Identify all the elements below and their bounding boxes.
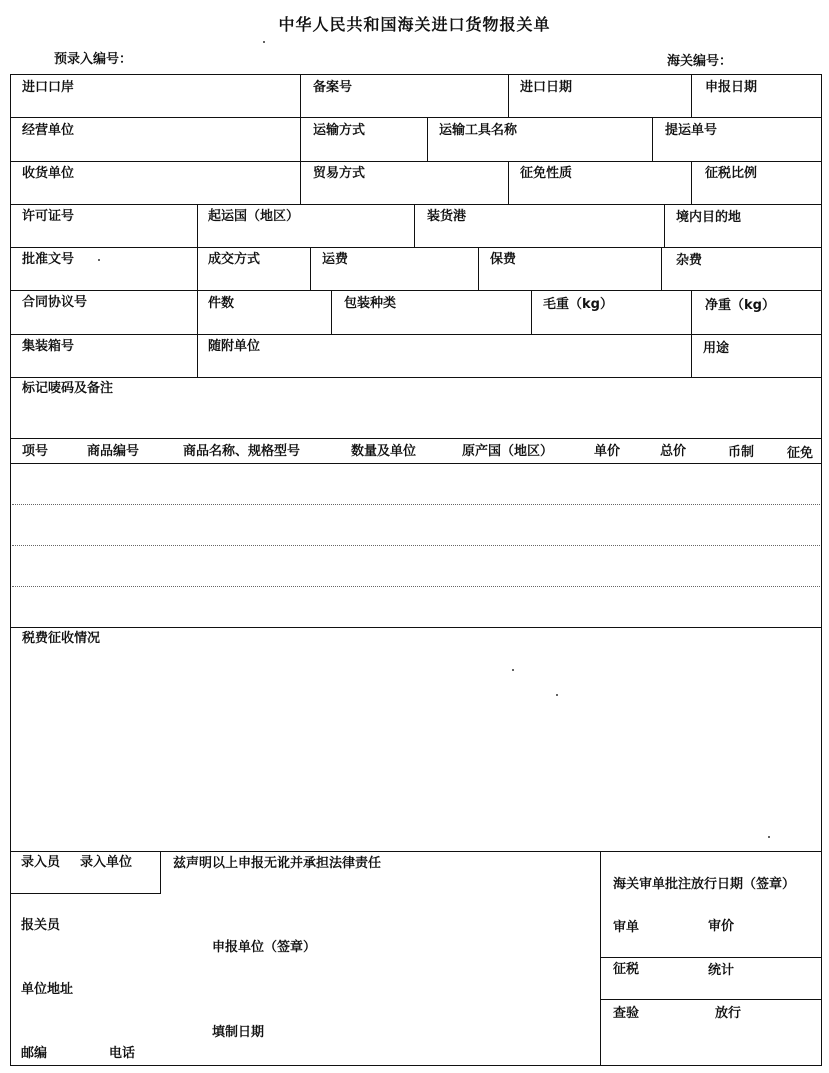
tax-levy-label: 征税: [613, 962, 640, 977]
origin-country-label: 起运国（地区）: [208, 209, 300, 224]
declaring-unit-label: 申报单位（签章）: [212, 940, 317, 955]
insurance-label: 保费: [490, 252, 517, 267]
inspection-label: 查验: [613, 1006, 640, 1021]
freight-label: 运费: [322, 252, 349, 267]
approval-no-label: 批准文号: [22, 252, 75, 267]
items-col-quantity-unit: 数量及单位: [351, 444, 417, 459]
row-divider: [10, 438, 822, 439]
items-col-item-no: 项号: [22, 444, 49, 459]
cell-divider: [661, 247, 662, 290]
bill-of-lading-label: 提运单号: [665, 123, 718, 138]
attached-docs-label: 随附单位: [208, 339, 261, 354]
cell-divider: [508, 74, 509, 117]
customs-no-label: 海关编号：: [667, 54, 733, 69]
cell-divider: [310, 247, 311, 290]
item-row-separator: [12, 545, 820, 546]
price-review-label: 审价: [708, 919, 735, 934]
customs-approval-label: 海关审单批注放行日期（签章）: [613, 877, 796, 892]
scan-speck: [98, 259, 100, 261]
item-row-separator: [12, 586, 820, 587]
row-divider: [10, 334, 822, 335]
entry-unit-label: 录入单位: [80, 855, 133, 870]
items-col-commodity-name: 商品名称、规格型号: [183, 444, 301, 459]
items-col-exemption: 征免: [787, 446, 814, 461]
cell-divider: [300, 161, 301, 204]
cell-divider: [691, 74, 692, 117]
cell-divider: [331, 290, 332, 334]
cell-divider: [300, 74, 301, 117]
license-no-label: 许可证号: [22, 209, 75, 224]
loading-port-label: 装货港: [427, 209, 467, 224]
item-row-separator: [12, 504, 820, 505]
cell-divider: [197, 204, 198, 247]
cell-divider: [600, 851, 601, 1066]
row-divider: [10, 851, 822, 852]
items-col-total-price: 总价: [660, 444, 687, 459]
row-divider: [10, 290, 822, 291]
fill-date-label: 填制日期: [212, 1025, 265, 1040]
items-col-origin: 原产国（地区）: [462, 444, 554, 459]
review-label: 审单: [613, 920, 640, 935]
entry-clerk-label: 录入员: [21, 855, 61, 870]
items-col-commodity-code: 商品编号: [87, 444, 140, 459]
business-unit-label: 经营单位: [22, 123, 75, 138]
net-weight-label: 净重（kg）: [705, 298, 775, 313]
cell-divider: [691, 290, 692, 334]
declare-date-label: 申报日期: [705, 80, 758, 95]
cell-divider: [427, 117, 428, 161]
cell-divider: [664, 204, 665, 247]
form-title: 中华人民共和国海关进口货物报关单: [278, 15, 551, 34]
items-col-currency: 币制: [728, 445, 755, 460]
contract-no-label: 合同协议号: [22, 295, 88, 310]
cell-divider: [691, 334, 692, 377]
cell-divider: [197, 290, 198, 334]
phone-label: 电话: [109, 1046, 136, 1061]
packages-label: 件数: [208, 296, 235, 311]
cell-divider: [691, 161, 692, 204]
tax-ratio-label: 征税比例: [705, 166, 758, 181]
gross-weight-label: 毛重（kg）: [543, 297, 613, 312]
row-divider: [10, 161, 822, 162]
row-divider: [600, 957, 822, 958]
statistics-label: 统计: [708, 963, 735, 978]
transaction-mode-label: 成交方式: [208, 252, 261, 267]
cell-divider: [508, 161, 509, 204]
domestic-destination-label: 境内目的地: [676, 210, 742, 225]
scan-speck: [768, 836, 770, 838]
transport-mode-label: 运输方式: [313, 123, 366, 138]
scan-speck: [512, 669, 514, 671]
tax-collection-label: 税费征收情况: [22, 631, 101, 646]
row-divider: [10, 377, 822, 378]
cell-divider: [300, 117, 301, 161]
unit-address-label: 单位地址: [21, 982, 74, 997]
packing-type-label: 包装种类: [344, 296, 397, 311]
row-divider: [10, 893, 161, 894]
cell-divider: [531, 290, 532, 334]
postcode-label: 邮编: [21, 1046, 48, 1061]
cell-divider: [160, 851, 161, 894]
row-divider: [600, 999, 822, 1000]
row-divider: [10, 204, 822, 205]
scan-speck: [556, 694, 558, 696]
items-col-unit-price: 单价: [594, 444, 621, 459]
consignee-label: 收货单位: [22, 166, 75, 181]
usage-label: 用途: [703, 341, 730, 356]
exemption-nature-label: 征免性质: [520, 166, 573, 181]
row-divider: [10, 463, 822, 464]
conveyance-name-label: 运输工具名称: [439, 123, 518, 138]
marks-remarks-label: 标记唛码及备注: [22, 381, 114, 396]
cell-divider: [652, 117, 653, 161]
declaration-statement: 兹声明以上申报无讹并承担法律责任: [173, 856, 382, 871]
row-divider: [10, 247, 822, 248]
trade-mode-label: 贸易方式: [313, 166, 366, 181]
pre-entry-no-label: 预录入编号：: [54, 52, 133, 67]
record-no-label: 备案号: [313, 80, 353, 95]
row-divider: [10, 117, 822, 118]
misc-fees-label: 杂费: [676, 253, 703, 268]
declarant-label: 报关员: [21, 918, 61, 933]
container-no-label: 集装箱号: [22, 339, 75, 354]
cell-divider: [478, 247, 479, 290]
cell-divider: [197, 334, 198, 377]
scan-speck: [263, 41, 265, 43]
cell-divider: [414, 204, 415, 247]
release-label: 放行: [715, 1006, 742, 1021]
import-date-label: 进口日期: [520, 80, 573, 95]
import-port-label: 进口口岸: [22, 80, 75, 95]
row-divider: [10, 627, 822, 628]
cell-divider: [197, 247, 198, 290]
